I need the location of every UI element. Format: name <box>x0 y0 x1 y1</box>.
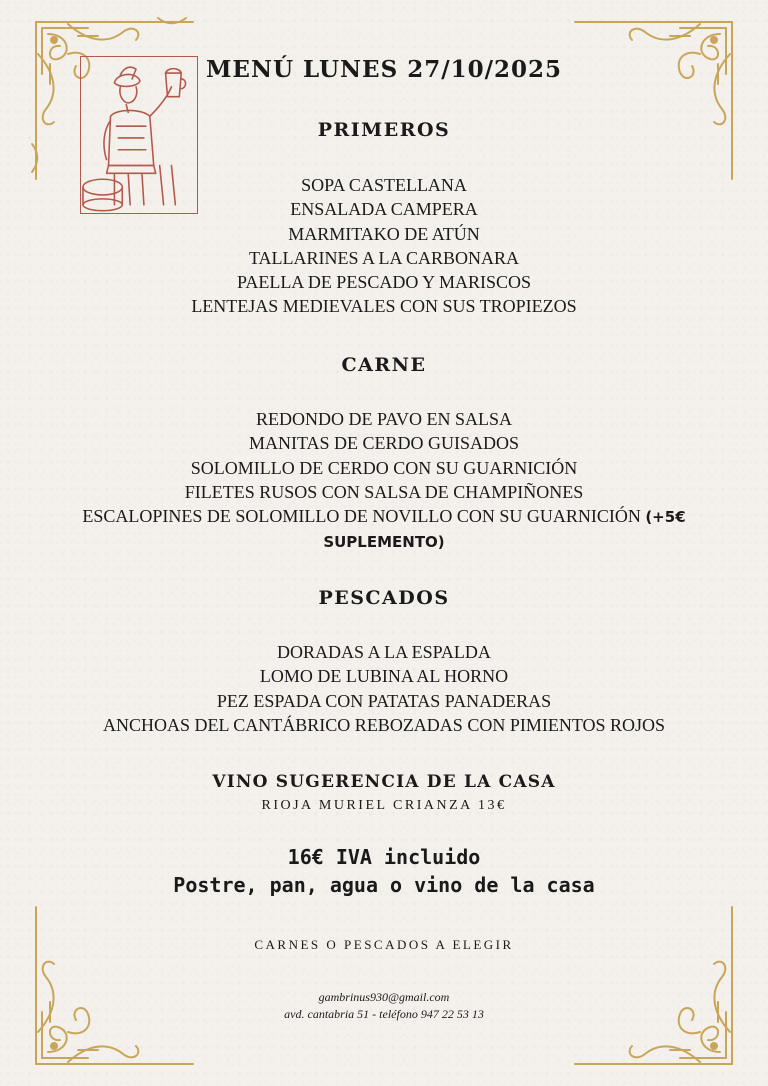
dish-item: LENTEJAS MEDIEVALES CON SUS TROPIEZOS <box>191 296 577 317</box>
supplement-label: (+5€ <box>645 508 686 527</box>
dish-item: TALLARINES A LA CARBONARA <box>248 247 520 268</box>
dish-item-name: ESCALOPINES DE SOLOMILLO DE NOVILLO CON SU GUARNICIÓN <box>82 506 641 527</box>
dish-item: DORADAS A LA ESPALDA <box>277 642 491 662</box>
primeros-list <box>0 173 768 319</box>
menu-title: MENÚ LUNES 27/10/2025 <box>205 56 563 83</box>
dish-item: ANCHOAS DEL CANTÁBRICO REBOZADAS CON PIMIENTOS ROJOS <box>102 714 666 735</box>
pescados-list <box>0 640 768 737</box>
dish-item: FILETES RUSOS CON SALSA DE CHAMPIÑONES <box>184 481 584 502</box>
dish-item: ENSALADA CAMPERA <box>290 199 478 220</box>
contact-email: gambrinus930@gmail.com <box>318 990 450 1004</box>
corner-ornament-top-right <box>570 14 740 184</box>
gold-flourish-icon <box>570 14 740 184</box>
price-includes: Postre, pan, agua o vino de la casa <box>173 873 595 897</box>
dish-item: PEZ ESPADA CON PATATAS PANADERAS <box>216 690 552 711</box>
dish-item: SOPA CASTELLANA <box>301 175 467 195</box>
dish-item: LOMO DE LUBINA AL HORNO <box>259 666 509 687</box>
dish-item: PAELLA DE PESCADO Y MARISCOS <box>236 272 532 293</box>
gold-flourish-icon <box>28 902 198 1072</box>
dish-item: REDONDO DE PAVO EN SALSA <box>255 409 513 429</box>
wine-suggestion: RIOJA MURIEL CRIANZA 13€ <box>261 798 507 813</box>
price-line: 16€ IVA incluido <box>287 845 481 869</box>
supplement-continuation <box>0 529 768 554</box>
dish-item: MARMITAKO DE ATÚN <box>288 223 480 244</box>
carne-list <box>0 407 768 555</box>
gold-flourish-icon <box>570 902 740 1072</box>
contact-address: avd. cantabria 51 - teléfono 947 22 53 13 <box>284 1007 484 1021</box>
corner-ornament-bottom-right <box>570 902 740 1072</box>
dish-item: SOLOMILLO DE CERDO CON SU GUARNICIÓN <box>190 457 578 478</box>
dish-item: MANITAS DE CERDO GUISADOS <box>248 433 520 454</box>
section-heading-primeros: PRIMEROS <box>317 119 451 141</box>
section-heading-pescados: PESCADOS <box>318 587 450 609</box>
wine-heading: VINO SUGERENCIA DE LA CASA <box>212 772 556 792</box>
supplement-label: SUPLEMENTO) <box>323 533 445 552</box>
choice-note: CARNES O PESCADOS A ELEGIR <box>254 937 514 952</box>
section-heading-carne: CARNE <box>341 354 427 376</box>
dish-item-with-supplement <box>0 504 768 529</box>
corner-ornament-bottom-left <box>28 902 198 1072</box>
